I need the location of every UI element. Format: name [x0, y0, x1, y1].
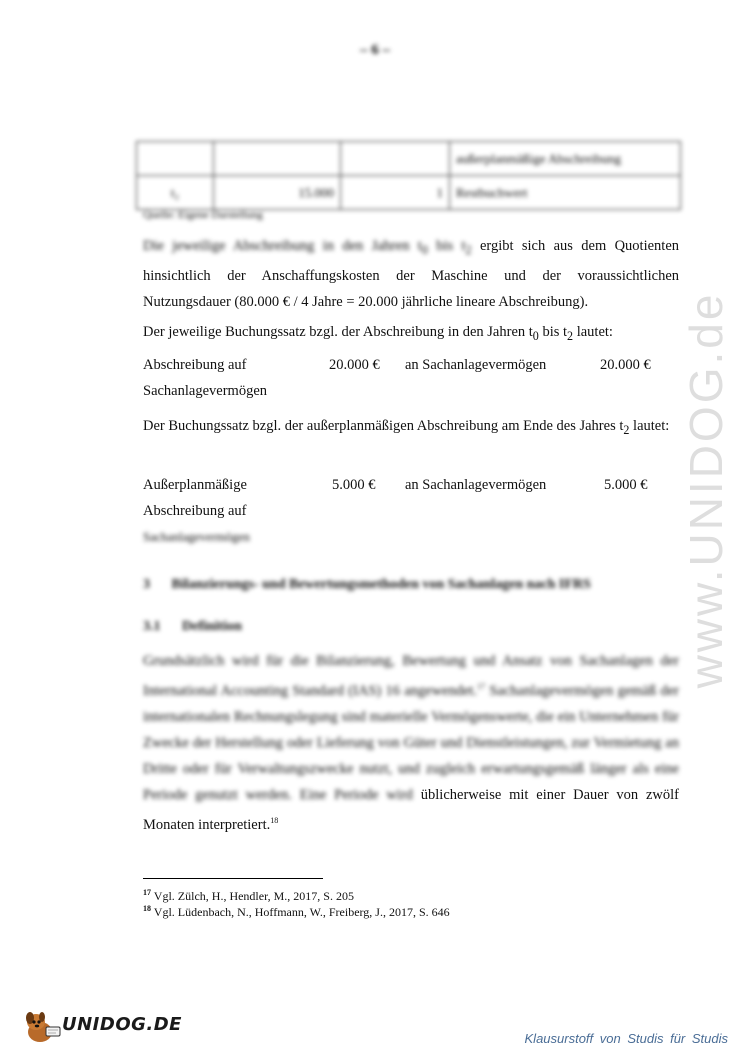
paragraph-booking-intro	[143, 319, 679, 349]
booking-amount: 5.000 €	[332, 477, 376, 493]
text: ergibt sich aus dem Quotienten hinsichtlich der Anschaffungskosten der Maschine und der voraussichtlichen Nutzungsdauer (80.000 € / 4 Jahre = 20.000 jährliche lineare Abschreibung).	[143, 238, 679, 310]
text: Die jeweilige Abschreibung in den Jahren t	[143, 238, 422, 254]
booking-row-2	[143, 472, 679, 498]
footnote-number: 18	[143, 904, 151, 913]
booking-credit: an Sachanlagevermögen	[405, 357, 547, 373]
footnote-text: Vgl. Lüdenbach, N., Hoffmann, W., Freiberg, J., 2017, S. 646	[151, 905, 450, 919]
booking-amount: 20.000 €	[600, 357, 651, 373]
tagline: Klausurstoff von Studis für Studis	[524, 1031, 728, 1046]
para-blurred-text	[143, 653, 679, 803]
table-cell: außerplanmäßige Abschreibung	[450, 142, 681, 176]
logo-text: UNIDOG.DE	[62, 1014, 182, 1035]
footnote-ref: 17	[477, 682, 486, 691]
heading-number: 3	[143, 577, 150, 592]
booking-amount: 5.000 €	[604, 477, 648, 493]
table-cell	[214, 142, 341, 176]
footnote-17	[143, 886, 354, 903]
text: lautet:	[629, 418, 670, 434]
booking-debit: Sachanlagevermögen	[143, 530, 250, 544]
para-blurred-line	[143, 238, 472, 257]
booking-credit: an Sachanlagevermögen	[405, 477, 547, 493]
subscript: 0	[421, 242, 428, 257]
table-cell	[137, 142, 214, 176]
booking-amount: 20.000 €	[329, 357, 380, 373]
footnote-number: 17	[143, 888, 151, 897]
table-cell	[341, 142, 450, 176]
table-cell: 15.000	[214, 176, 341, 210]
footnote-text: Vgl. Zülch, H., Hendler, M., 2017, S. 205	[151, 889, 354, 903]
table-cell: 1	[341, 176, 450, 210]
table-cell: t₂	[137, 176, 214, 210]
booking-row-2b	[143, 498, 679, 524]
table-source: Quelle: Eigene Darstellung	[143, 209, 263, 221]
heading-title: Definition	[182, 619, 242, 634]
booking-row-1	[143, 352, 679, 378]
table-fragment	[136, 141, 681, 210]
paragraph-definition	[143, 648, 679, 838]
table-cell: Restbuchwert	[450, 176, 681, 210]
subscript: 0	[532, 328, 539, 343]
text: Der Buchungssatz bzgl. der außerplanmäßigen Abschreibung am Ende des Jahres t	[143, 418, 624, 434]
booking-debit: Abschreibung auf	[143, 357, 247, 373]
watermark: www.UNIDOG.de	[680, 291, 732, 689]
subscript: 2	[465, 242, 472, 257]
dog-icon	[22, 1010, 62, 1046]
booking-debit: Außerplanmäßige	[143, 477, 247, 493]
text: Grundsätzlich wird für die Bilanzierung, Bewertung und Ansatz von Sachanlagen der International Accounting Standard (IAS) 16 angewendet.	[143, 653, 679, 699]
paragraph-depreciation	[143, 233, 679, 315]
heading-title: Bilanzierungs- und Bewertungsmethoden von Sachanlagen nach IFRS	[171, 577, 591, 592]
table-row	[137, 176, 681, 210]
page-number: – 6 –	[360, 42, 390, 58]
booking-row-2c	[143, 524, 679, 550]
booking-debit: Abschreibung auf	[143, 503, 247, 519]
text: üblicherweise mit einer Dauer von zwölf Monaten interpretiert.	[143, 786, 679, 833]
footnote-divider	[143, 878, 323, 879]
text: Der jeweilige Buchungssatz bzgl. der Abschreibung in den Jahren t	[143, 324, 533, 340]
footnote-18	[143, 902, 450, 919]
text: lautet:	[573, 324, 613, 340]
unidog-logo[interactable]	[22, 1010, 182, 1046]
paragraph-extraordinary	[143, 413, 679, 443]
section-heading-3	[143, 577, 591, 593]
section-heading-3-1	[143, 619, 242, 635]
footnote-ref: 18	[270, 815, 279, 825]
text: Sachanlagevermögen gemäß der internationalen Rechnungslegung sind materielle Vermögenswerte, die ein Unternehmen für Zwecke der Herstellung oder Lieferung von Güter und Dienstleistungen, zur Vermietung an Dritte oder für Verwaltungszwecke nutzt, und zugleich erwartungsgemäß länger als eine Periode genutzt werden. Eine Periode wird	[143, 682, 679, 803]
heading-number: 3.1	[143, 619, 161, 634]
booking-row-1b	[143, 378, 679, 404]
text: bis t	[538, 324, 568, 340]
subscript: 2	[623, 422, 630, 437]
subscript: 2	[567, 328, 574, 343]
text: bis t	[427, 238, 466, 254]
table-row	[137, 142, 681, 176]
booking-debit: Sachanlagevermögen	[143, 383, 268, 399]
